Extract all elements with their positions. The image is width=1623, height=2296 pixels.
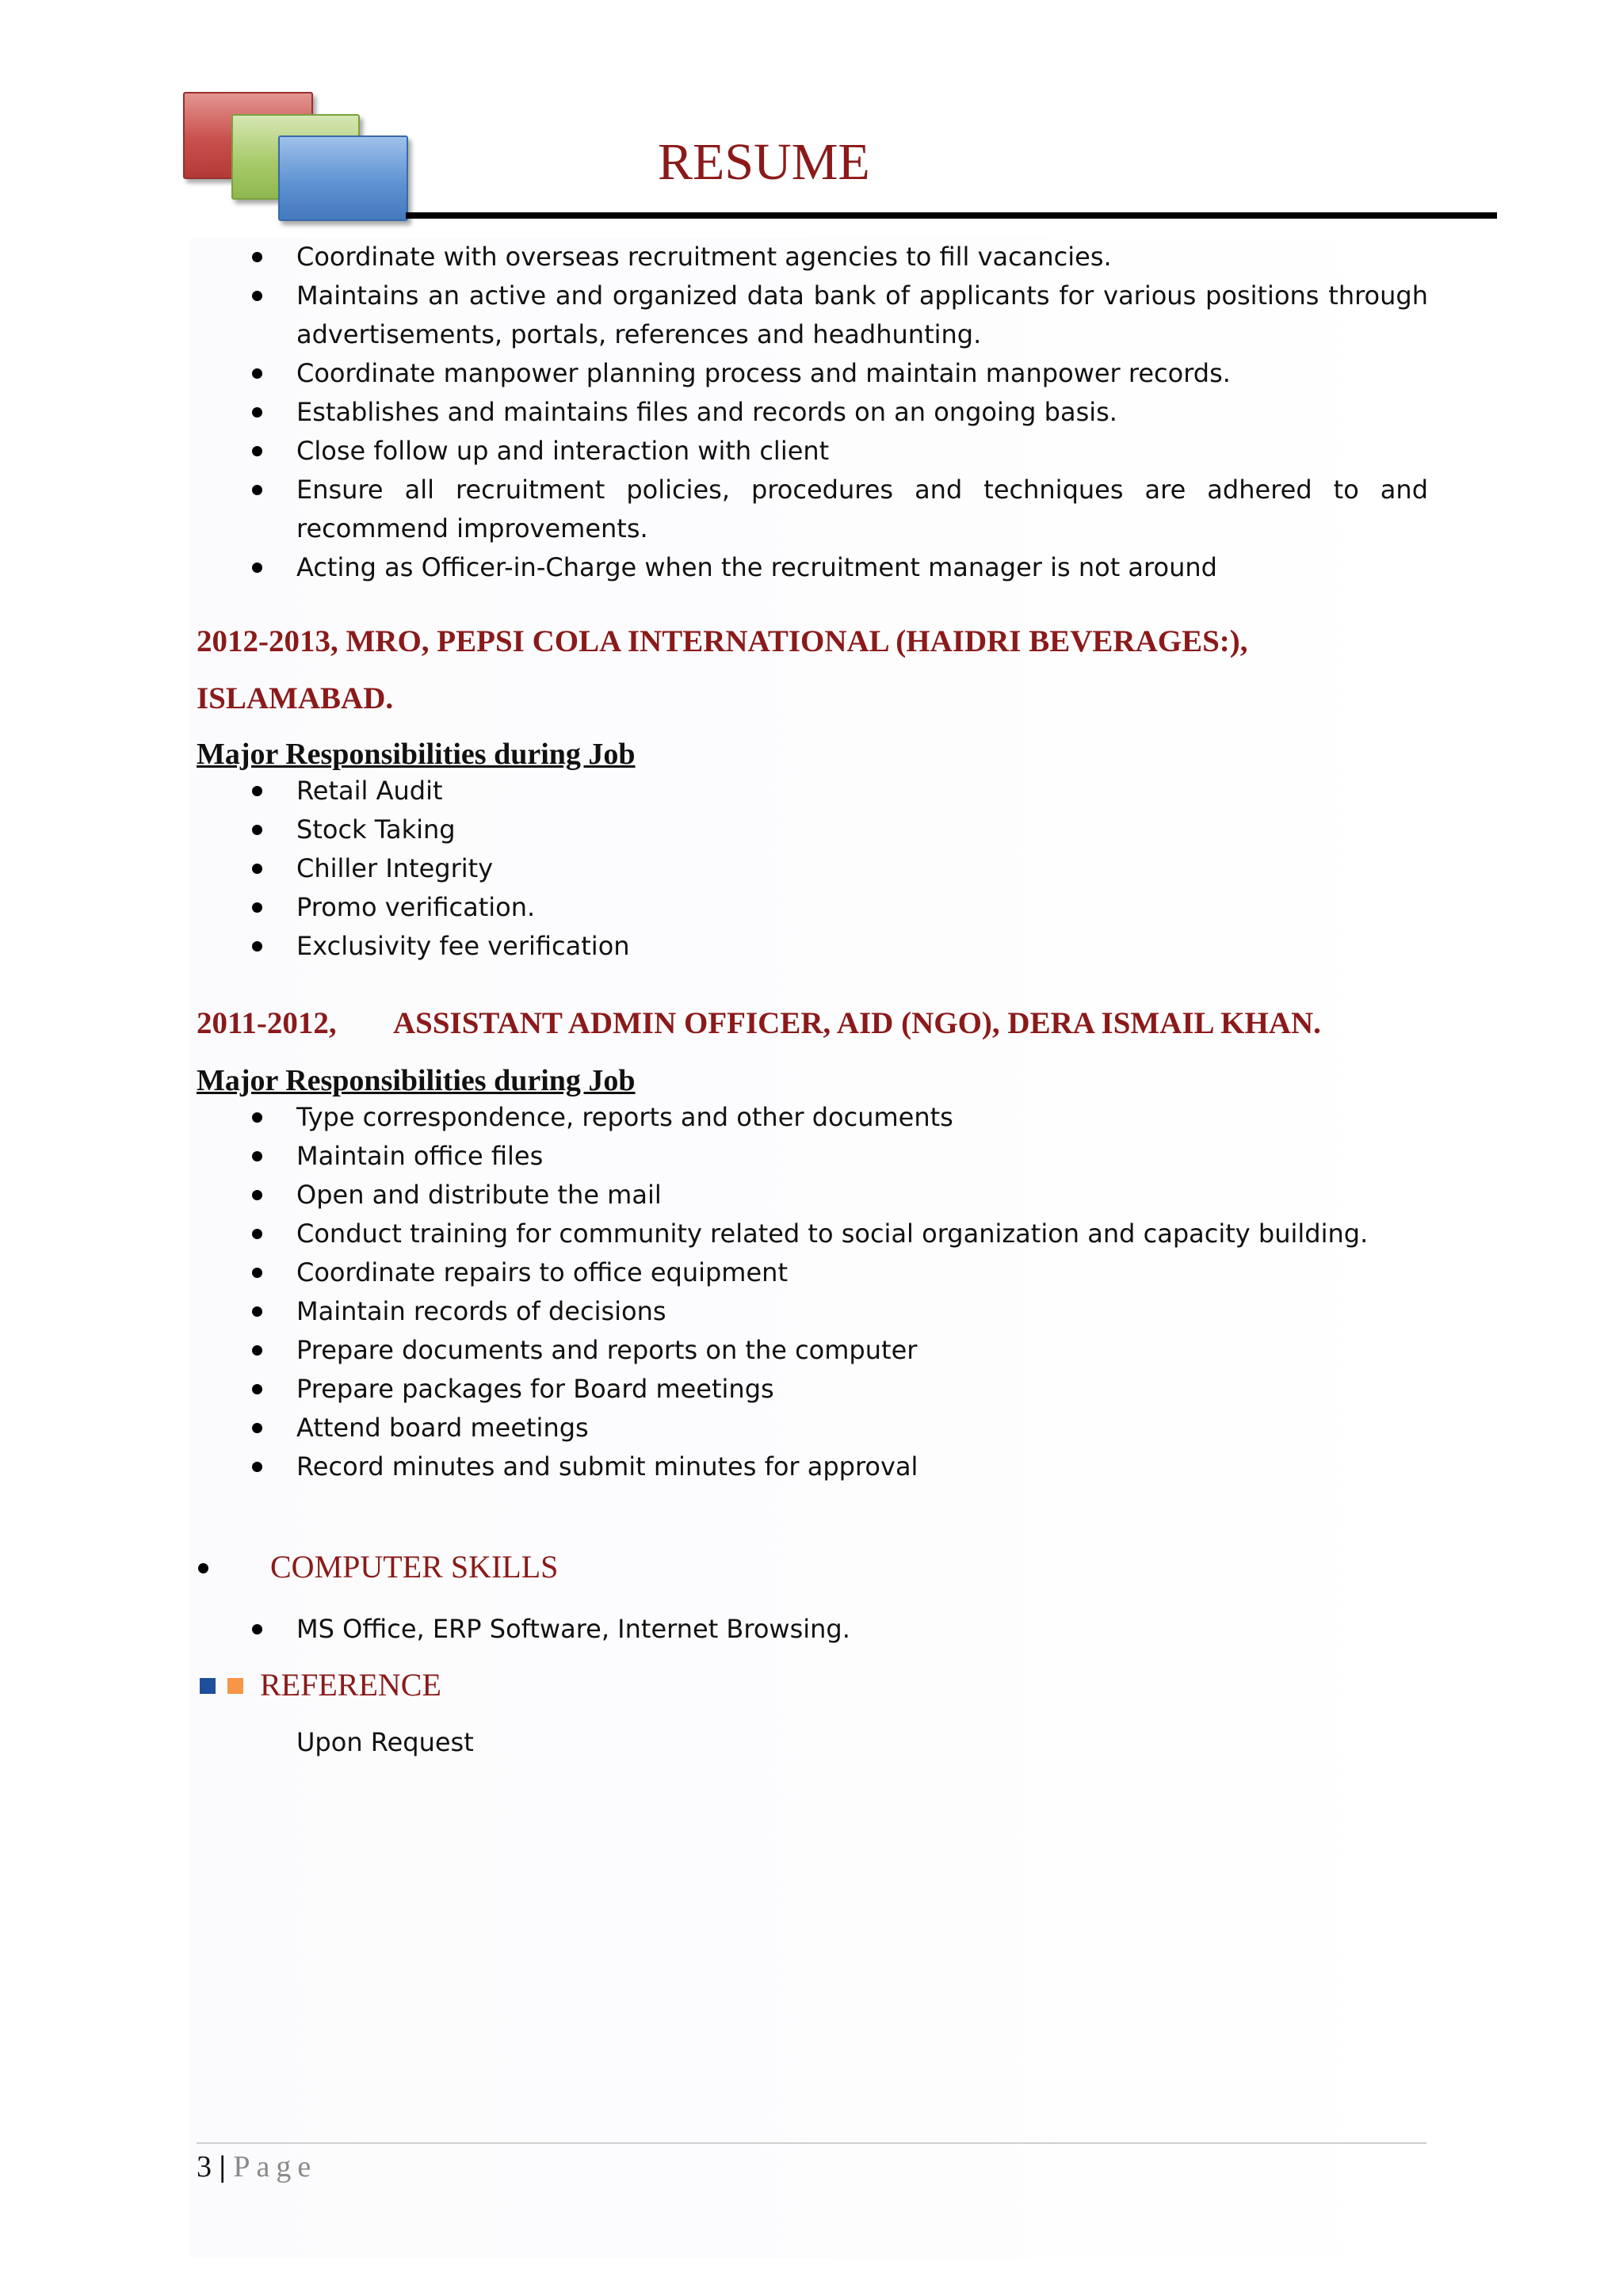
bullet-icon — [252, 485, 262, 495]
list-item — [252, 354, 1428, 393]
logo-blue-block — [278, 135, 408, 221]
bullet-icon — [252, 941, 262, 952]
list-item — [252, 277, 1428, 354]
list-item-text: Exclusivity fee verification — [296, 931, 630, 961]
list-item-text: Type correspondence, reports and other documents — [296, 1102, 953, 1132]
page-footer — [197, 2152, 317, 2182]
list-item-text: Coordinate manpower planning process and maintain manpower records. — [296, 358, 1231, 388]
list-item — [252, 393, 1428, 432]
intro-bullet-list — [252, 238, 1428, 587]
job-heading-years: 2011-2012, — [197, 1006, 337, 1040]
list-item-text: Maintain records of decisions — [296, 1296, 666, 1326]
bullet-icon — [252, 1462, 262, 1472]
reference-text: Upon Request — [296, 1727, 474, 1757]
section-bullet-icon — [198, 1563, 208, 1573]
list-item-text: Retail Audit — [296, 776, 443, 806]
list-item — [252, 1331, 1428, 1370]
list-item — [252, 849, 1428, 888]
bullet-icon — [252, 1384, 262, 1394]
responsibilities-subheading: Major Responsibilities during Job — [197, 1064, 636, 1097]
list-item — [252, 471, 1428, 548]
list-item-text: Prepare documents and reports on the computer — [296, 1335, 918, 1365]
computer-skills-list — [252, 1610, 1428, 1649]
list-item-text: MS Office, ERP Software, Internet Browsing. — [296, 1614, 850, 1644]
computer-skills-heading: COMPUTER SKILLS — [270, 1549, 559, 1585]
footer-separator: | — [219, 2150, 226, 2183]
page-title: RESUME — [658, 133, 870, 191]
bullet-icon — [252, 1268, 262, 1278]
bullet-icon — [252, 786, 262, 796]
bullet-icon — [252, 252, 262, 262]
reference-blue-square-icon — [200, 1678, 216, 1694]
job-heading-pepsi: 2012-2013, MRO, PEPSI COLA INTERNATIONAL (HAIDRI BEVERAGES:), — [197, 624, 1248, 658]
list-item-text: Acting as Officer-in-Charge when the recruitment manager is not around — [296, 552, 1217, 582]
bullet-icon — [252, 563, 262, 573]
footer-rule — [197, 2142, 1426, 2144]
job2-bullet-list — [252, 1098, 1428, 1486]
list-item-text: Open and distribute the mail — [296, 1180, 662, 1210]
bullet-icon — [252, 368, 262, 379]
bullet-icon — [252, 1112, 262, 1123]
list-item-text: Coordinate repairs to office equipment — [296, 1257, 788, 1287]
bullet-icon — [252, 1624, 262, 1634]
bullet-icon — [252, 825, 262, 835]
list-item-text: Record minutes and submit minutes for approval — [296, 1451, 918, 1482]
bullet-icon — [252, 902, 262, 913]
list-item-text: Maintains an active and organized data bank of applicants for various positions through advertisements, portals, references and headhunting. — [296, 280, 1428, 349]
list-item — [252, 1098, 1428, 1137]
list-item — [252, 432, 1428, 471]
list-item — [252, 1253, 1428, 1292]
list-item — [252, 810, 1428, 849]
job1-bullet-list — [252, 772, 1428, 966]
list-item — [252, 548, 1428, 587]
list-item — [252, 1292, 1428, 1331]
list-item — [252, 772, 1428, 810]
list-item — [252, 1610, 1428, 1649]
list-item — [252, 1370, 1428, 1409]
bullet-icon — [252, 1423, 262, 1433]
reference-heading: REFERENCE — [260, 1667, 441, 1703]
header-rule — [406, 212, 1497, 219]
list-item-text: Coordinate with overseas recruitment agencies to fill vacancies. — [296, 242, 1112, 272]
list-item-text: Promo verification. — [296, 892, 536, 922]
list-item-text: Stock Taking — [296, 814, 456, 845]
page-label: Page — [233, 2150, 318, 2183]
job-heading-pepsi-location: ISLAMABAD. — [197, 681, 394, 715]
bullet-icon — [252, 1151, 262, 1161]
bullet-icon — [252, 864, 262, 874]
list-item — [252, 1176, 1428, 1215]
list-item-text: Close follow up and interaction with client — [296, 436, 830, 466]
list-item-text: Attend board meetings — [296, 1413, 589, 1443]
list-item-text: Chiller Integrity — [296, 853, 494, 883]
list-item-text: Conduct training for community related to social organization and capacity building. — [296, 1219, 1369, 1249]
reference-orange-square-icon — [227, 1678, 243, 1694]
bullet-icon — [252, 291, 262, 301]
list-item-text: Prepare packages for Board meetings — [296, 1374, 774, 1404]
list-item — [252, 1137, 1428, 1176]
bullet-icon — [252, 407, 262, 418]
bullet-icon — [252, 1190, 262, 1200]
bullet-icon — [252, 1229, 262, 1239]
bullet-icon — [252, 446, 262, 456]
bullet-icon — [252, 1306, 262, 1317]
list-item — [252, 888, 1428, 927]
list-item-text: Establishes and maintains files and records on an ongoing basis. — [296, 397, 1117, 427]
page-number: 3 — [197, 2150, 212, 2183]
list-item — [252, 1447, 1428, 1486]
list-item-text: Ensure all recruitment policies, procedures and techniques are adhered to and recommend improvements. — [296, 475, 1428, 543]
list-item-text: Maintain office files — [296, 1141, 544, 1171]
list-item — [252, 1215, 1428, 1253]
job-heading-aid: ASSISTANT ADMIN OFFICER, AID (NGO), DERA ISMAIL KHAN. — [393, 1006, 1321, 1040]
list-item — [252, 927, 1428, 966]
list-item — [252, 1409, 1428, 1447]
list-item — [252, 238, 1428, 277]
responsibilities-subheading: Major Responsibilities during Job — [197, 738, 636, 771]
bullet-icon — [252, 1345, 262, 1356]
